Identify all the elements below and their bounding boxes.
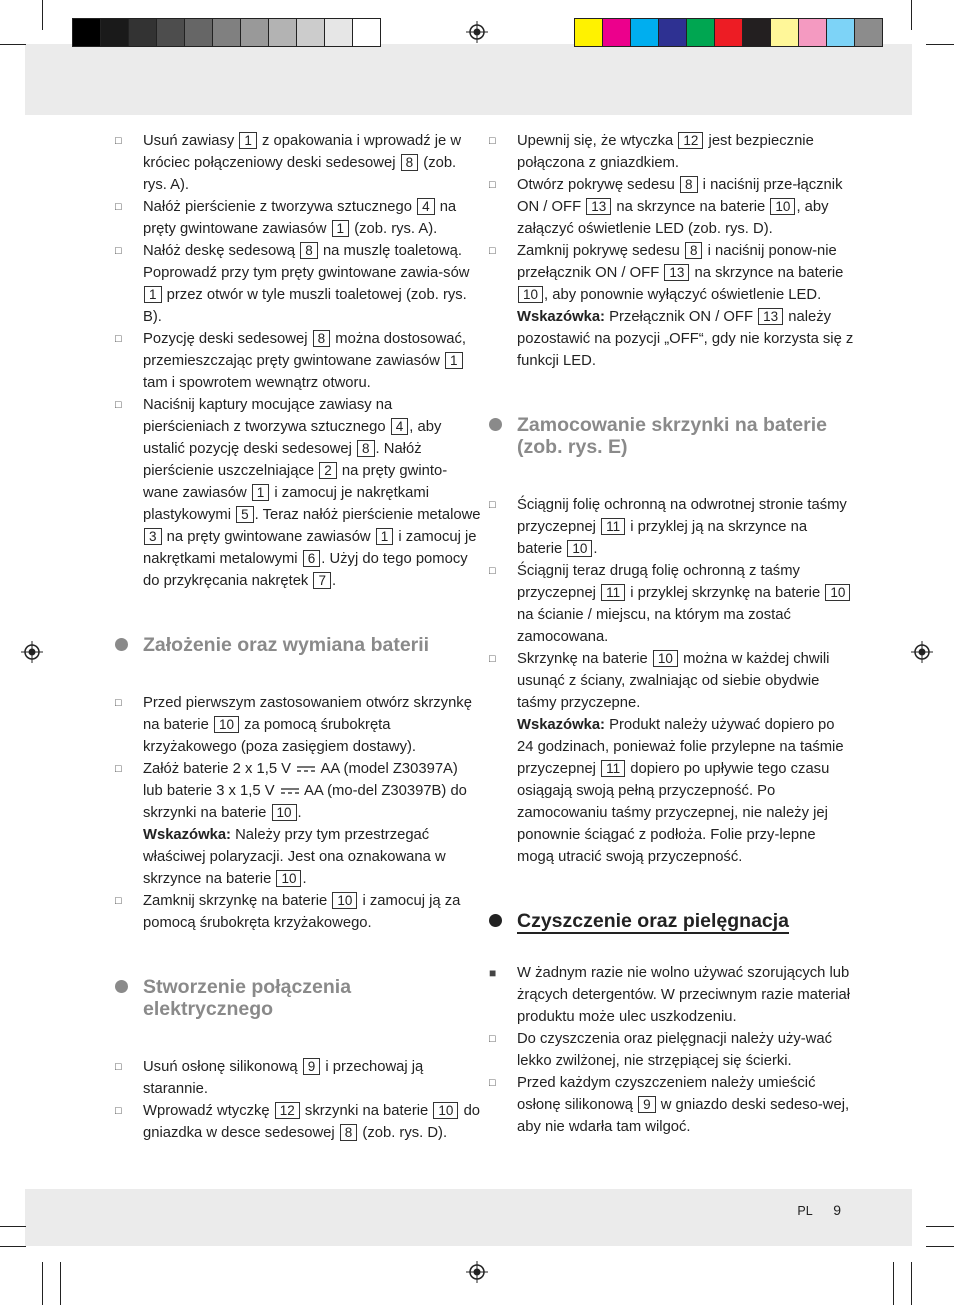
part-number: 4 bbox=[391, 418, 409, 435]
part-number: 10 bbox=[825, 584, 850, 601]
color-swatch bbox=[630, 18, 659, 47]
item-text: Zamknij skrzynkę na baterie bbox=[143, 893, 328, 909]
item-text: Usuń osłonę silikonową bbox=[143, 1059, 298, 1075]
item-text: . bbox=[297, 805, 302, 821]
item-text: jest bezpiecznie połączona z gniazdkiem. bbox=[517, 133, 814, 171]
crop-mark bbox=[926, 44, 954, 45]
direct-current-symbol-icon bbox=[297, 765, 315, 773]
part-number: 12 bbox=[275, 1102, 300, 1119]
section-bullet-icon bbox=[489, 418, 502, 431]
part-number: 13 bbox=[586, 198, 611, 215]
item-text: Ściągnij teraz drugą folię ochronną z taśmy przyczepnej bbox=[517, 563, 800, 601]
list-item bbox=[489, 962, 855, 1028]
part-number: 9 bbox=[638, 1096, 656, 1113]
list-item bbox=[115, 130, 481, 196]
color-swatch bbox=[742, 18, 771, 47]
checkbox-bullet-icon: □ bbox=[489, 565, 496, 577]
color-swatch bbox=[714, 18, 743, 47]
color-swatch bbox=[658, 18, 687, 47]
item-text: AA (mo-del Z30397B) do skrzynki na baterie bbox=[143, 783, 467, 821]
item-text: Przełącznik ON / OFF bbox=[609, 309, 754, 325]
part-number: 8 bbox=[300, 242, 318, 259]
part-number: 10 bbox=[653, 650, 678, 667]
item-text: Do czyszczenia oraz pielęgnacji należy uży-wać lekko zwilżonej, nie strzępiącej się ścierki. bbox=[517, 1031, 832, 1069]
item-text: na pręty gwinto-wane zawiasów bbox=[143, 463, 448, 501]
item-text: i przyklej ją na skrzynce na baterie bbox=[517, 519, 808, 557]
note-label: Wskazówka: bbox=[517, 309, 605, 325]
color-swatch bbox=[854, 18, 883, 47]
item-text: z opakowania i wprowadź je w króciec połączeniowy deski sedesowej bbox=[143, 133, 462, 171]
checkbox-bullet-icon: □ bbox=[489, 1033, 496, 1045]
checkbox-bullet-icon: □ bbox=[115, 399, 122, 411]
item-text: do gniazdka w desce sedesowej bbox=[143, 1103, 481, 1141]
part-number: 9 bbox=[303, 1058, 321, 1075]
item-text: Pozycję deski sedesowej bbox=[143, 331, 308, 347]
item-text: na pręty gwintowane zawiasów bbox=[143, 199, 457, 237]
language-code: PL bbox=[797, 1204, 813, 1218]
section-heading: Zamocowanie skrzynki na baterie (zob. rys. E) bbox=[517, 414, 855, 458]
registration-mark-icon bbox=[911, 641, 933, 663]
registration-mark-icon bbox=[466, 1261, 488, 1283]
list-item bbox=[115, 1100, 481, 1144]
item-text: na ścianie / miejscu, na którym ma zostać zamocowana. bbox=[517, 607, 791, 645]
crop-mark bbox=[911, 1262, 912, 1305]
part-number: 1 bbox=[332, 220, 350, 237]
crop-mark bbox=[926, 1246, 954, 1247]
item-text: Ściągnij folię ochronną na odwrotnej stronie taśmy przyczepnej bbox=[517, 497, 847, 535]
crop-mark bbox=[42, 1262, 43, 1305]
color-swatch bbox=[686, 18, 715, 47]
square-bullet-icon: ■ bbox=[489, 966, 497, 980]
color-swatch bbox=[156, 18, 185, 47]
checkbox-bullet-icon: □ bbox=[115, 245, 122, 257]
part-number: 11 bbox=[601, 760, 625, 777]
left-column bbox=[115, 130, 481, 1144]
part-number: 8 bbox=[357, 440, 375, 457]
registration-mark-icon bbox=[466, 21, 488, 43]
item-text: . Teraz nałóż pierścienie metalowe bbox=[254, 507, 481, 523]
part-number: 7 bbox=[313, 572, 331, 589]
section-bullet-icon bbox=[115, 980, 128, 993]
part-number: 11 bbox=[601, 584, 625, 601]
item-text: Otwórz pokrywę sedesu bbox=[517, 177, 675, 193]
color-swatch bbox=[72, 18, 101, 47]
part-number: 13 bbox=[758, 308, 783, 325]
list-item bbox=[489, 1028, 855, 1072]
color-swatch bbox=[128, 18, 157, 47]
color-swatch bbox=[100, 18, 129, 47]
item-text: Upewnij się, że wtyczka bbox=[517, 133, 674, 149]
crop-mark bbox=[926, 1226, 954, 1227]
item-text: Nałóż deskę sedesową bbox=[143, 243, 296, 259]
list-item bbox=[115, 1056, 481, 1100]
checkbox-bullet-icon: □ bbox=[115, 135, 122, 147]
footer-band bbox=[25, 1189, 912, 1246]
color-swatch bbox=[212, 18, 241, 47]
right-column bbox=[489, 130, 855, 1138]
checkbox-bullet-icon: □ bbox=[115, 333, 122, 345]
item-text: (zob. rys. A). bbox=[143, 155, 457, 193]
checkbox-bullet-icon: □ bbox=[489, 135, 496, 147]
part-number: 5 bbox=[236, 506, 254, 523]
color-swatch bbox=[184, 18, 213, 47]
item-text: AA (model Z30397A) lub baterie 3 x 1,5 V bbox=[143, 761, 458, 799]
list-item bbox=[489, 494, 855, 560]
item-text: można w każdej chwili usunąć z ściany, zwalniając od siebie obydwie taśmy przyczepne. bbox=[517, 651, 830, 711]
section-heading: Czyszczenie oraz pielęgnacja bbox=[517, 910, 855, 932]
list-item bbox=[115, 240, 481, 328]
item-text: tam i spowrotem wewnątrz otworu. bbox=[143, 375, 371, 391]
section-bullet-icon bbox=[115, 638, 128, 651]
part-number: 10 bbox=[276, 870, 301, 887]
part-number: 2 bbox=[319, 462, 337, 479]
crop-mark bbox=[42, 0, 43, 30]
crop-mark bbox=[0, 1226, 26, 1227]
item-text: i zamocuj je nakrętkami plastykowymi bbox=[143, 485, 430, 523]
item-text: i zamocuj je nakrętkami metalowymi bbox=[143, 529, 477, 567]
item-text: Zamknij pokrywę sedesu bbox=[517, 243, 680, 259]
part-number: 10 bbox=[518, 286, 543, 303]
part-number: 10 bbox=[272, 804, 297, 821]
item-text: , aby ponownie wyłączyć oświetlenie LED. bbox=[544, 287, 822, 303]
note-label: Wskazówka: bbox=[143, 827, 231, 843]
part-number: 3 bbox=[144, 528, 162, 545]
item-text: i naciśnij ponow-nie przełącznik ON / OFF bbox=[517, 243, 837, 281]
item-text: Załóż baterie 2 x 1,5 V bbox=[143, 761, 292, 777]
checkbox-bullet-icon: □ bbox=[115, 201, 122, 213]
list-item bbox=[489, 560, 855, 648]
item-text: W żadnym razie nie wolno używać szorujących lub żrących detergentów. W przeciwnym razie materiał produktu może ulec uszkodzeniu. bbox=[517, 965, 851, 1025]
checkbox-bullet-icon: □ bbox=[115, 1105, 122, 1117]
part-number: 1 bbox=[252, 484, 270, 501]
list-item bbox=[489, 130, 855, 174]
part-number: 10 bbox=[770, 198, 795, 215]
part-number: 6 bbox=[303, 550, 321, 567]
registration-mark-icon bbox=[21, 641, 43, 663]
part-number: 8 bbox=[680, 176, 698, 193]
list-item bbox=[115, 692, 481, 758]
list-item bbox=[115, 758, 481, 890]
list-item bbox=[115, 394, 481, 592]
color-swatch bbox=[574, 18, 603, 47]
item-text: skrzynki na baterie bbox=[304, 1103, 429, 1119]
page-number: 9 bbox=[833, 1202, 841, 1218]
color-swatch bbox=[240, 18, 269, 47]
color-swatch bbox=[602, 18, 631, 47]
item-text: w gniazdo deski sedeso-wej, aby nie wdarła tam wilgoć. bbox=[517, 1097, 850, 1135]
item-text: , aby ustalić pozycję deski sedesowej bbox=[143, 419, 442, 457]
item-text: za pomocą śrubokręta krzyżakowego (poza zasięgiem dostawy). bbox=[143, 717, 417, 755]
crop-mark bbox=[0, 44, 26, 45]
part-number: 13 bbox=[664, 264, 689, 281]
checkbox-bullet-icon: □ bbox=[115, 697, 122, 709]
part-number: 10 bbox=[433, 1102, 458, 1119]
list-item bbox=[115, 196, 481, 240]
item-text: Należy przy tym przestrzegać właściwej polaryzacji. Jest ona oznakowana w skrzynce na baterie bbox=[143, 827, 446, 887]
list-item bbox=[115, 890, 481, 934]
item-text: Skrzynkę na baterie bbox=[517, 651, 648, 667]
item-text: i naciśnij prze-łącznik ON / OFF bbox=[517, 177, 843, 215]
item-text: przez otwór w tyle muszli toaletowej (zob. rys. B). bbox=[143, 287, 467, 325]
item-text: i przyklej skrzynkę na baterie bbox=[630, 585, 821, 601]
item-text: na pręty gwintowane zawiasów bbox=[166, 529, 371, 545]
checkbox-bullet-icon: □ bbox=[489, 1077, 496, 1089]
part-number: 11 bbox=[601, 518, 625, 535]
list-item bbox=[489, 240, 855, 372]
section-heading: Założenie oraz wymiana baterii bbox=[143, 634, 481, 656]
checkbox-bullet-icon: □ bbox=[489, 245, 496, 257]
part-number: 8 bbox=[313, 330, 331, 347]
item-text: na skrzynce na baterie bbox=[616, 199, 766, 215]
color-swatch bbox=[324, 18, 353, 47]
checkbox-bullet-icon: □ bbox=[115, 763, 122, 775]
crop-mark bbox=[60, 1262, 61, 1305]
direct-current-symbol-icon bbox=[281, 787, 299, 795]
item-text: Usuń zawiasy bbox=[143, 133, 235, 149]
checkbox-bullet-icon: □ bbox=[489, 499, 496, 511]
part-number: 8 bbox=[685, 242, 703, 259]
part-number: 10 bbox=[214, 716, 239, 733]
checkbox-bullet-icon: □ bbox=[489, 179, 496, 191]
color-swatch bbox=[826, 18, 855, 47]
item-text: należy pozostawić na pozycji „OFF“, gdy nie korzysta się z funkcji LED. bbox=[517, 309, 854, 369]
part-number: 10 bbox=[567, 540, 592, 557]
item-text: i zamocuj ją za pomocą śrubokręta krzyżakowego. bbox=[143, 893, 461, 931]
part-number: 10 bbox=[332, 892, 357, 909]
part-number: 8 bbox=[340, 1124, 358, 1141]
item-text: . bbox=[302, 871, 307, 887]
color-swatch bbox=[296, 18, 325, 47]
part-number: 1 bbox=[239, 132, 257, 149]
item-text: można dostosować, przemieszczając pręty gwintowane zawiasów bbox=[143, 331, 467, 369]
item-text: (zob. rys. A). bbox=[354, 221, 438, 237]
color-swatch bbox=[770, 18, 799, 47]
item-text: . bbox=[593, 541, 598, 557]
crop-mark bbox=[911, 0, 912, 30]
checkbox-bullet-icon: □ bbox=[115, 1061, 122, 1073]
item-text: . Użyj do tego pomocy do przykręcania nakrętek bbox=[143, 551, 468, 589]
header-band bbox=[25, 44, 912, 115]
item-text: Przed każdym czyszczeniem należy umieścić osłonę silikonową bbox=[517, 1075, 816, 1113]
item-text: Produkt należy używać dopiero po 24 godzinach, ponieważ folie przylepne na taśmie przyczepnej bbox=[517, 717, 844, 777]
list-item bbox=[489, 174, 855, 240]
section-bullet-icon bbox=[489, 914, 502, 927]
item-text: Nałóż pierścienie z tworzywa sztucznego bbox=[143, 199, 412, 215]
color-swatch bbox=[798, 18, 827, 47]
part-number: 1 bbox=[144, 286, 162, 303]
list-item bbox=[489, 1072, 855, 1138]
crop-mark bbox=[893, 1262, 894, 1305]
item-text: dopiero po upływie tego czasu osiągają swoją pełną przyczepność. Po zamocowaniu taśmy przyczepnej, nie należy jej ponownie ściągać z podłoża. Folie przy-lepne mogą utracić swoją przyczepność. bbox=[517, 761, 830, 865]
item-text: (zob. rys. D). bbox=[362, 1125, 448, 1141]
item-text: Przed pierwszym zastosowaniem otwórz skrzynkę na baterie bbox=[143, 695, 472, 733]
list-item bbox=[489, 648, 855, 868]
item-text: na skrzynce na baterie bbox=[694, 265, 844, 281]
part-number: 12 bbox=[678, 132, 703, 149]
crop-mark bbox=[0, 1246, 26, 1247]
item-text: . Nałóż pierścienie uszczelniające bbox=[143, 441, 422, 479]
checkbox-bullet-icon: □ bbox=[115, 895, 122, 907]
item-text: , aby załączyć oświetlenie LED (zob. rys. D). bbox=[517, 199, 829, 237]
item-text: i przechowaj ją starannie. bbox=[143, 1059, 424, 1097]
color-swatch bbox=[352, 18, 381, 47]
part-number: 8 bbox=[401, 154, 419, 171]
part-number: 1 bbox=[445, 352, 463, 369]
part-number: 1 bbox=[376, 528, 394, 545]
section-heading: Stworzenie połączenia elektrycznego bbox=[143, 976, 481, 1020]
part-number: 4 bbox=[417, 198, 435, 215]
list-item bbox=[115, 328, 481, 394]
color-swatch bbox=[268, 18, 297, 47]
item-text: na muszlę toaletową. Poprowadź przy tym pręty gwintowane zawia-sów bbox=[143, 243, 470, 281]
page-footer bbox=[797, 1202, 841, 1218]
item-text: Wprowadź wtyczkę bbox=[143, 1103, 270, 1119]
note-label: Wskazówka: bbox=[517, 717, 605, 733]
item-text: Naciśnij kaptury mocujące zawiasy na pierścieniach z tworzywa sztucznego bbox=[143, 397, 393, 435]
item-text: . bbox=[331, 573, 337, 589]
checkbox-bullet-icon: □ bbox=[489, 653, 496, 665]
